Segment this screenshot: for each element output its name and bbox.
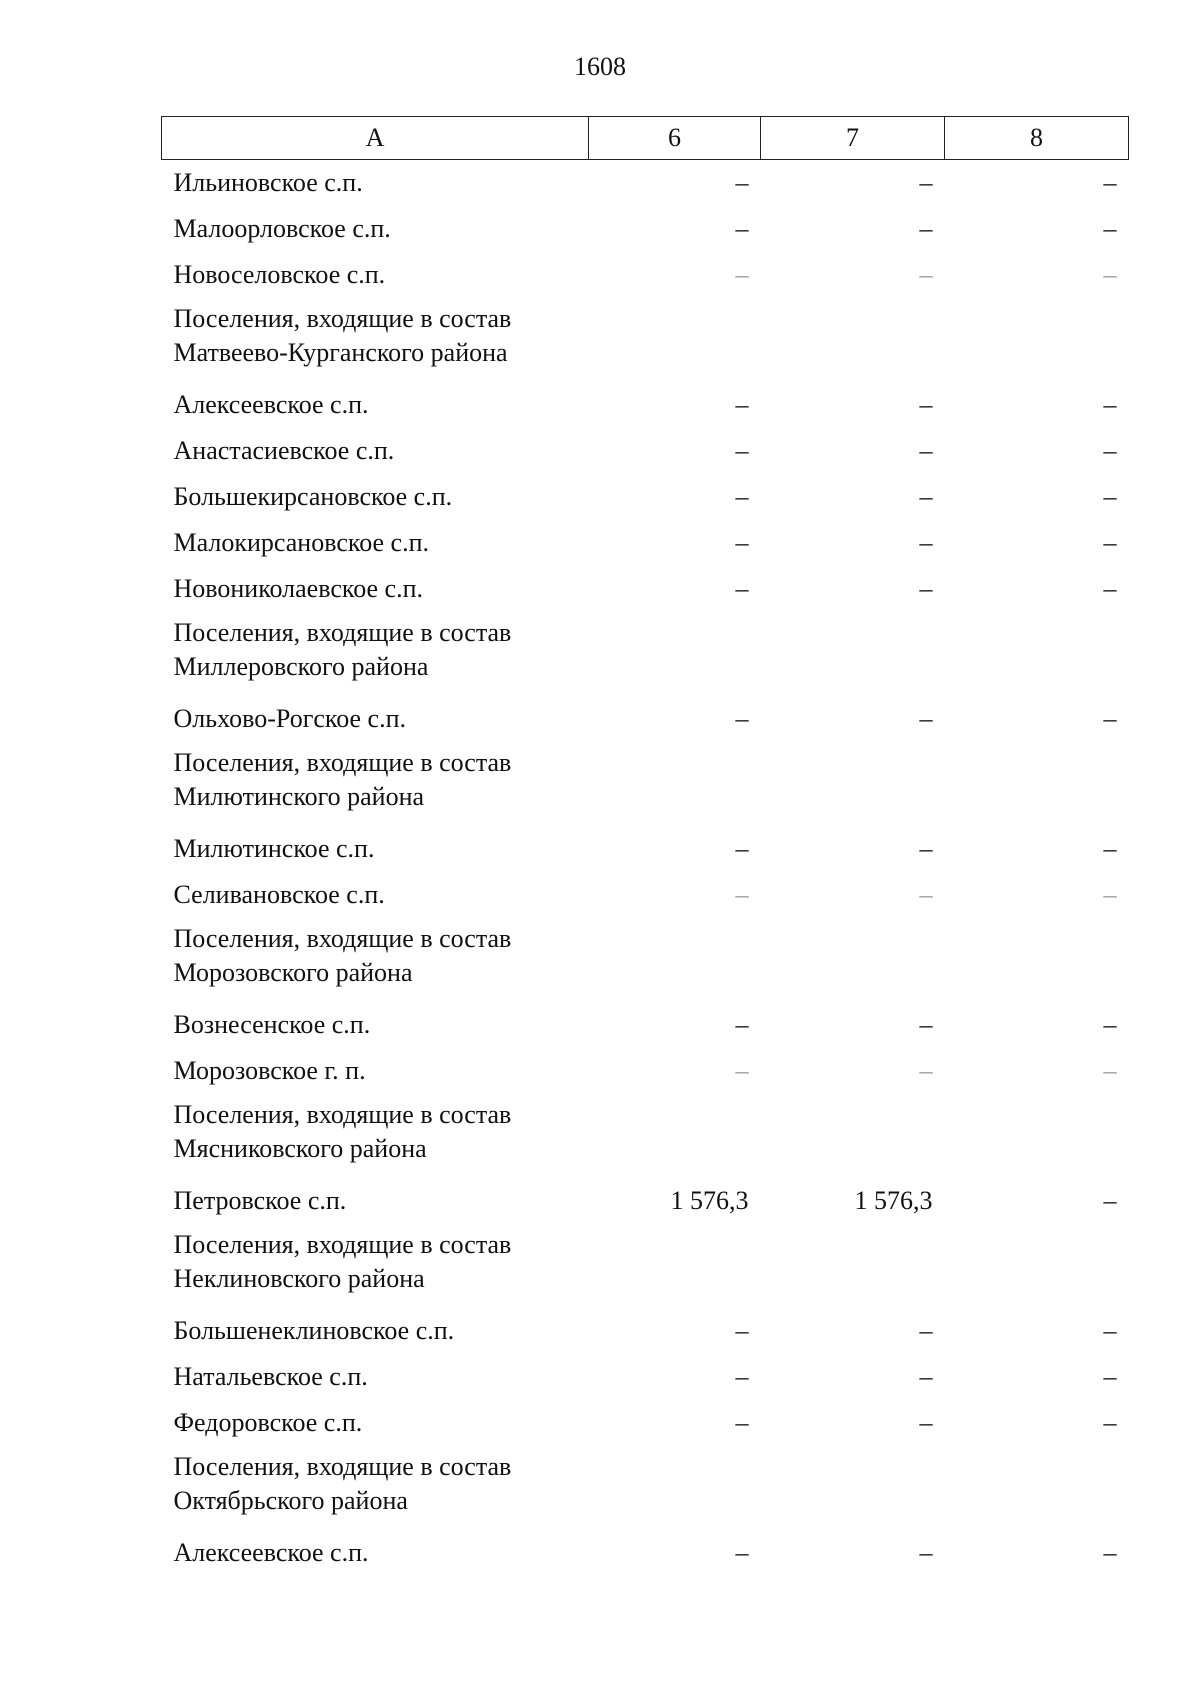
table-row (162, 566, 1129, 612)
table-row (162, 382, 1129, 428)
group-heading-line: Неклиновского района (173, 1264, 425, 1293)
cell-c6: – (735, 528, 749, 557)
cell-c7 (761, 612, 945, 696)
cell-c6: 1 576,3 (670, 1186, 749, 1215)
group-heading-line: Поселения, входящие в состав (173, 304, 512, 333)
cell-c7: – (919, 1056, 933, 1085)
cell-c8: – (1103, 1316, 1117, 1345)
table-row (162, 474, 1129, 520)
settlement-name: Алексеевское с.п. (173, 1538, 369, 1567)
cell-c6 (589, 612, 761, 696)
group-heading (162, 612, 589, 696)
settlement-name: Ольхово-Рогское с.п. (173, 704, 407, 733)
group-heading-row (162, 298, 1129, 382)
settlement-name: Алексеевское с.п. (173, 390, 369, 419)
cell-c7: – (919, 1316, 933, 1345)
cell-c8: – (1103, 436, 1117, 465)
table-body (162, 160, 1129, 1577)
group-heading-line: Морозовского района (173, 958, 413, 987)
settlement-name: Натальевское с.п. (173, 1362, 368, 1391)
cell-c7: 1 576,3 (854, 1186, 933, 1215)
group-heading (162, 1224, 589, 1308)
cell-c7 (761, 1094, 945, 1178)
group-heading-row (162, 1446, 1129, 1530)
table-row (162, 1308, 1129, 1354)
cell-c8: – (1103, 834, 1117, 863)
cell-c8 (945, 298, 1129, 382)
header-row (162, 117, 1129, 160)
cell-c7: – (919, 704, 933, 733)
settlement-name: Малоорловское с.п. (173, 214, 391, 243)
cell-c6: – (735, 704, 749, 733)
settlements-table (161, 116, 1129, 1576)
header-col-7: 7 (761, 117, 945, 160)
cell-c7: – (919, 1362, 933, 1391)
cell-c6: – (735, 390, 749, 419)
cell-c7: – (919, 482, 933, 511)
cell-c6: – (735, 1010, 749, 1039)
table-row (162, 696, 1129, 742)
cell-c6: – (735, 880, 749, 909)
cell-c7: – (919, 528, 933, 557)
settlement-name: Большенеклиновское с.п. (173, 1316, 455, 1345)
cell-c6: – (735, 482, 749, 511)
cell-c8: – (1103, 1408, 1117, 1437)
settlement-name: Федоровское с.п. (173, 1408, 363, 1437)
group-heading-line: Миллеровского района (173, 652, 429, 681)
cell-c6: – (735, 436, 749, 465)
cell-c7: – (919, 880, 933, 909)
group-heading-line: Поселения, входящие в состав (173, 748, 512, 777)
cell-c7 (761, 1446, 945, 1530)
table-row (162, 520, 1129, 566)
group-heading (162, 918, 589, 1002)
cell-c6 (589, 1224, 761, 1308)
cell-c6 (589, 1094, 761, 1178)
cell-c8: – (1103, 168, 1117, 197)
group-heading-line: Поселения, входящие в состав (173, 618, 512, 647)
table-row (162, 206, 1129, 252)
group-heading-row (162, 742, 1129, 826)
group-heading (162, 1446, 589, 1530)
group-heading-row (162, 1224, 1129, 1308)
table-row (162, 160, 1129, 207)
group-heading (162, 742, 589, 826)
header-col-a: А (162, 117, 589, 160)
cell-c7: – (919, 390, 933, 419)
table-row (162, 252, 1129, 298)
settlement-name: Ильиновское с.п. (173, 168, 363, 197)
cell-c7: – (919, 1538, 933, 1567)
group-heading-row (162, 612, 1129, 696)
cell-c6: – (735, 214, 749, 243)
cell-c6 (589, 1446, 761, 1530)
settlement-name: Милютинское с.п. (173, 834, 375, 863)
group-heading-row (162, 918, 1129, 1002)
table-row (162, 826, 1129, 872)
group-heading-line: Матвеево-Курганского района (173, 338, 508, 367)
cell-c8: – (1103, 390, 1117, 419)
group-heading (162, 298, 589, 382)
cell-c6 (589, 742, 761, 826)
table-row (162, 428, 1129, 474)
cell-c6: – (735, 1538, 749, 1567)
settlement-name: Большекирсановское с.п. (173, 482, 453, 511)
settlement-name: Анастасиевское с.п. (173, 436, 395, 465)
cell-c7: – (919, 574, 933, 603)
cell-c8: – (1103, 214, 1117, 243)
cell-c6: – (735, 260, 749, 289)
cell-c7: – (919, 1408, 933, 1437)
cell-c7: – (919, 834, 933, 863)
group-heading-row (162, 1094, 1129, 1178)
table-header (162, 117, 1129, 160)
settlement-name: Новониколаевское с.п. (173, 574, 424, 603)
cell-c6: – (735, 1316, 749, 1345)
cell-c8 (945, 1094, 1129, 1178)
cell-c8: – (1103, 1538, 1117, 1567)
table-row (162, 1354, 1129, 1400)
table-row (162, 1530, 1129, 1576)
settlement-name: Морозовское г. п. (173, 1056, 366, 1085)
cell-c7 (761, 1224, 945, 1308)
cell-c8 (945, 918, 1129, 1002)
table-row (162, 1400, 1129, 1446)
header-col-6: 6 (589, 117, 761, 160)
table-row (162, 872, 1129, 918)
group-heading-line: Мясниковского района (173, 1134, 427, 1163)
group-heading-line: Октябрьского района (173, 1486, 408, 1515)
group-heading-line: Поселения, входящие в состав (173, 1230, 512, 1259)
cell-c8: – (1103, 880, 1117, 909)
page-number: 1608 (574, 52, 626, 81)
group-heading-line: Поселения, входящие в состав (173, 924, 512, 953)
cell-c8 (945, 1446, 1129, 1530)
cell-c7: – (919, 214, 933, 243)
cell-c7: – (919, 1010, 933, 1039)
cell-c6: – (735, 1362, 749, 1391)
settlement-name: Селивановское с.п. (173, 880, 385, 909)
cell-c7: – (919, 168, 933, 197)
table-row (162, 1178, 1129, 1224)
table-row (162, 1002, 1129, 1048)
cell-c7 (761, 918, 945, 1002)
settlement-name: Петровское с.п. (173, 1186, 347, 1215)
cell-c8: – (1103, 1186, 1117, 1215)
cell-c7: – (919, 436, 933, 465)
cell-c6 (589, 298, 761, 382)
settlement-name: Вознесенское с.п. (173, 1010, 371, 1039)
cell-c6: – (735, 1056, 749, 1085)
group-heading-line: Поселения, входящие в состав (173, 1100, 512, 1129)
cell-c7: – (919, 260, 933, 289)
cell-c8: – (1103, 704, 1117, 733)
table-row (162, 1048, 1129, 1094)
settlement-name: Малокирсановское с.п. (173, 528, 430, 557)
cell-c6: – (735, 1408, 749, 1437)
cell-c8: – (1103, 1010, 1117, 1039)
cell-c6: – (735, 574, 749, 603)
settlement-name: Новоселовское с.п. (173, 260, 386, 289)
cell-c8: – (1103, 1056, 1117, 1085)
cell-c7 (761, 298, 945, 382)
header-col-8: 8 (945, 117, 1129, 160)
cell-c6: – (735, 834, 749, 863)
cell-c8: – (1103, 1362, 1117, 1391)
cell-c6 (589, 918, 761, 1002)
cell-c8: – (1103, 528, 1117, 557)
cell-c8: – (1103, 574, 1117, 603)
cell-c8 (945, 742, 1129, 826)
cell-c8 (945, 612, 1129, 696)
group-heading (162, 1094, 589, 1178)
cell-c7 (761, 742, 945, 826)
cell-c6: – (735, 168, 749, 197)
group-heading-line: Милютинского района (173, 782, 425, 811)
group-heading-line: Поселения, входящие в состав (173, 1452, 512, 1481)
cell-c8: – (1103, 260, 1117, 289)
cell-c8 (945, 1224, 1129, 1308)
cell-c8: – (1103, 482, 1117, 511)
